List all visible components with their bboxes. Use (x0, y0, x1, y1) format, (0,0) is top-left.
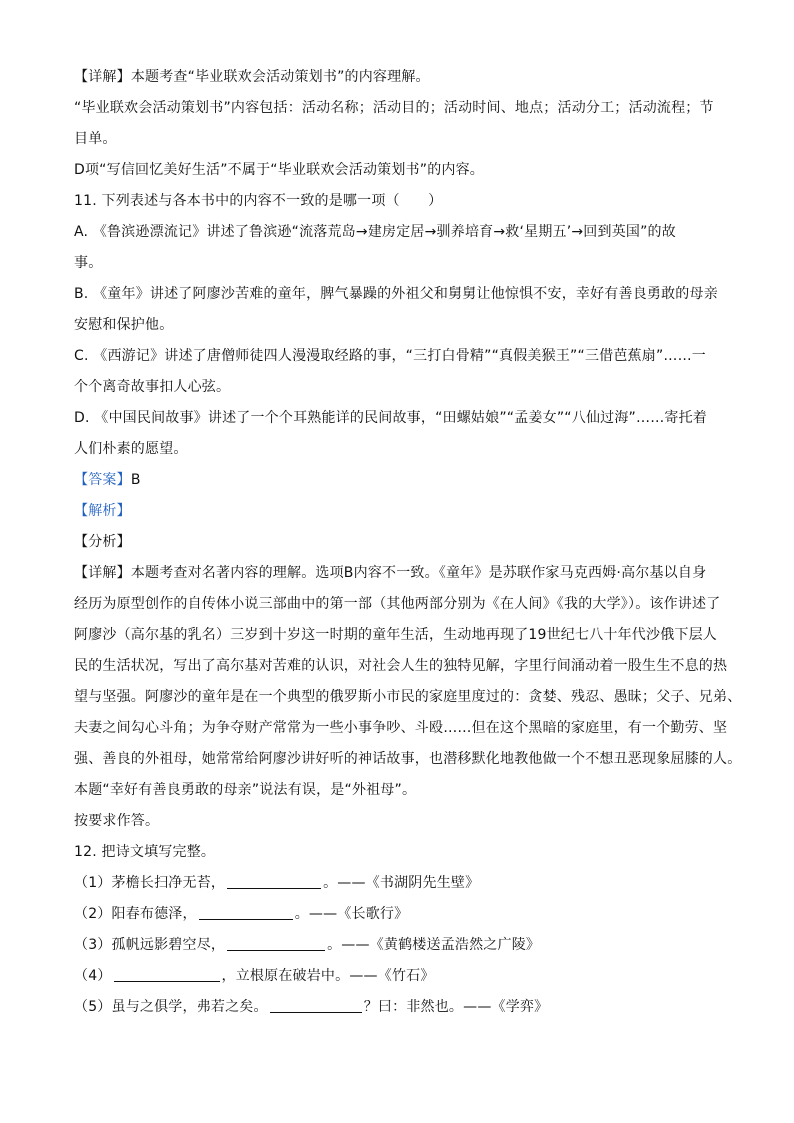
q11-option-c-line-1: C. 《西游记》讲述了唐僧师徒四人漫漫取经路的事，“三打白骨精”“真假美猴王”“三借芭蕉扇”……一 (74, 348, 706, 364)
q11-option-a-line-1: A. 《鲁滨逊漂流记》讲述了鲁滨逊“流落荒岛→建房定居→驯养培育→救‘星期五’→回到英国”的故 (74, 224, 676, 240)
q12-stem: 12. 把诗文填写完整。 (74, 844, 216, 860)
q11-option-c-line-2: 个个离奇故事扣人心弦。 (74, 379, 231, 395)
q11-detail-line-5: 望与坚强。阿廖沙的童年是在一个典型的俄罗斯小市民的家庭里度过的：贪婪、残忍、愚昧；父子、兄弟、 (74, 689, 742, 705)
q11-option-b-line-2: 安慰和保护他。 (74, 317, 174, 333)
q11-analysis-tag: 【解析】 (74, 503, 131, 519)
q10-detail-line-4: D项“写信回忆美好生活”不属于“毕业联欢会活动策划书”的内容。 (74, 162, 484, 178)
q11-detail-line-4: 民的生活状况，写出了高尔基对苦难的认识，对社会人生的独特见解，字里行间涌动着一股生生不息的热 (74, 658, 728, 674)
q11-option-b-line-1: B. 《童年》讲述了阿廖沙苦难的童年，脾气暴躁的外祖父和舅舅让他惊惧不安，幸好有善良勇敢的母亲 (74, 286, 718, 302)
q11-answer (74, 465, 726, 496)
q10-detail-line-1: 【详解】本题考查“毕业联欢会活动策划书”的内容理解。 (74, 69, 430, 85)
q11-stem: 11. 下列表述与各本书中的内容不一致的是哪一项（ ） (74, 193, 443, 209)
q12-item-3: （3）孤帆远影碧空尽， 。——《黄鹤楼送孟浩然之广陵》 (74, 937, 541, 953)
q11-fenxi-tag: 【分析】 (74, 534, 131, 550)
q11-option-d-line-1: D. 《中国民间故事》讲述了一个个耳熟能详的民间故事，“田螺姑娘”“孟姜女”“八仙过海”……寄托着 (74, 410, 707, 426)
q12-item-4: （4） ，立根原在破岩中。——《竹石》 (74, 968, 435, 984)
q11-detail-line-2: 经历为原型创作的自传体小说三部曲中的第一部（其他两部分别为《在人间》《我的大学》）。该作讲述了 (74, 596, 721, 612)
answer-value: B (130, 472, 141, 488)
q12-item-5: （5）虽与之俱学，弗若之矣。 ？曰：非然也。——《学弈》 (74, 999, 549, 1015)
q10-detail-line-3: 目单。 (74, 131, 117, 147)
q12-item-2: （2）阳春布德泽， 。——《长歌行》 (74, 906, 409, 922)
q11-detail-line-6: 夫妻之间勾心斗角；为争夺财产常常为一些小事争吵、斗殴……但在这个黑暗的家庭里，有一个勤劳、坚 (74, 720, 728, 736)
fill-blank-5[interactable] (270, 998, 362, 1013)
q10-detail-line-2: “毕业联欢会活动策划书”内容包括：活动名称；活动目的；活动时间、地点；活动分工；活动流程；节 (74, 100, 714, 116)
fill-blank-1[interactable] (227, 874, 321, 889)
fill-blank-3[interactable] (227, 936, 325, 951)
q11-detail-line-7: 强、善良的外祖母，她常常给阿廖沙讲好听的神话故事，也潜移默化地教他做一个不想丑恶现象屈膝的人。 (74, 751, 742, 767)
q11-detail-line-1: 【详解】本题考查对名著内容的理解。选项B内容不一致。《童年》是苏联作家马克西姆·高尔基以自身 (74, 565, 707, 581)
q11-detail-line-9: 按要求作答。 (74, 813, 160, 829)
q11-option-d-line-2: 人们朴素的愿望。 (74, 441, 188, 457)
answer-tag: 【答案】 (74, 472, 131, 488)
q12-item-1: （1）茅檐长扫净无苔， 。——《书湖阴先生壁》 (74, 875, 480, 891)
detail-tag: 【详解】 (74, 565, 131, 581)
q11-detail-line-3: 阿廖沙（高尔基的乳名）三岁到十岁这一时期的童年生活，生动地再现了19世纪七八十年代沙俄下层人 (74, 627, 718, 643)
fill-blank-2[interactable] (199, 905, 293, 920)
detail-tag: 【详解】 (74, 69, 131, 85)
q11-option-a-line-2: 事。 (74, 255, 103, 271)
document-page (74, 62, 742, 1023)
fill-blank-4[interactable] (114, 967, 220, 982)
q11-detail-line-8: 本题“幸好有善良勇敢的母亲”说法有误，是“外祖母”。 (74, 782, 417, 798)
